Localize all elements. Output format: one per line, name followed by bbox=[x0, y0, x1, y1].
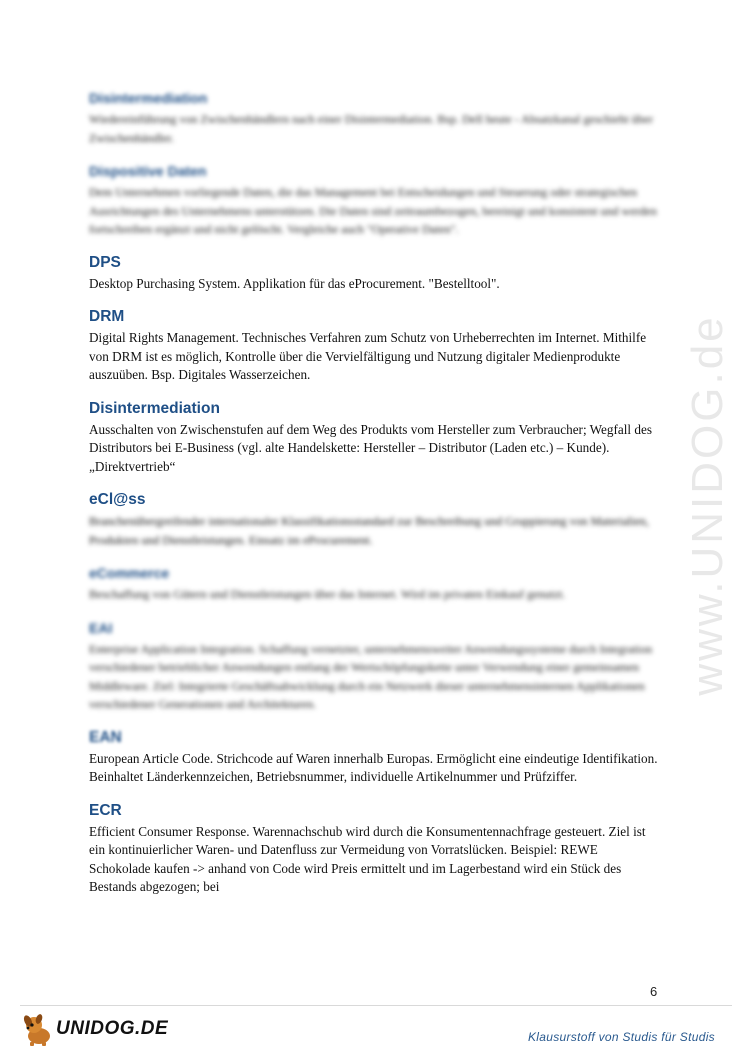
glossary-entry bbox=[89, 88, 659, 147]
entry-term: Disintermediation bbox=[89, 90, 208, 106]
entry-definition: Wiedereinführung von Zwischenhändlern nach einer Disintermediation. Bsp. Dell heute - Absatzkanal geschieht über Zwischenhändler. bbox=[89, 112, 653, 145]
page-number: 6 bbox=[650, 984, 658, 999]
entry-term: eCommerce bbox=[89, 565, 170, 581]
glossary-entry bbox=[89, 253, 659, 294]
glossary-entry bbox=[89, 801, 659, 897]
entry-definition: Digital Rights Management. Technisches Verfahren zum Schutz von Urheberrechten im Internet. Mithilfe von DRM ist es möglich, Kontrolle über die Vervielfältigung und Nutzung digitaler Medienprodukte auszuüben. Bsp. Digitales Wasserzeichen. bbox=[89, 330, 647, 382]
watermark bbox=[683, 280, 732, 730]
entry-definition: Dem Unternehmen vorliegende Daten, die das Management bei Entscheidungen und Steuerung oder strategischen Ausrichtungen des Unternehmens unterstützen. Die Daten sind zeitraumbezogen, bereinigt und konsistent und werden fortschreiben ergänzt und nicht gelöscht. Vergleiche auch "Operative Daten". bbox=[89, 185, 657, 236]
entry-definition: Efficient Consumer Response. Warennachschub wird durch die Konsumentennachfrage gesteuert. Ziel ist ein kontinuierlicher Waren- und Datenfluss zur Vermeidung von Vorratslücken. Beispiel: REWE Schokolade kaufen -> anhand von Code wird Preis ermittelt und im Lagerbestand wird ein Stück des Bestands abgezogen; bei bbox=[89, 823, 646, 894]
footer-divider bbox=[20, 1005, 732, 1006]
entry-term: EAI bbox=[89, 619, 113, 636]
watermark-text: www.UNIDOG.de bbox=[683, 314, 732, 696]
dog-icon bbox=[22, 1012, 58, 1048]
entry-term: EAN bbox=[89, 728, 122, 746]
glossary-entry bbox=[89, 307, 659, 385]
entry-definition: Enterprise Application Integration. Schaffung vernetzter, unternehmensweiter Anwendungssysteme durch Integration verschiedener betrieblicher Anwendungen entlang der Wertschöpfungskette unter Verwendung einer gemeinsamen Middleware. Ziel: Integrierte Geschäftsabwicklung durch ein Netzwerk dieser unternehmensinternen Applikationen verschiedener Generationen und Architekturen. bbox=[89, 641, 653, 711]
logo-text: UNIDOG.DE bbox=[56, 1018, 169, 1039]
entry-term: DRM bbox=[89, 308, 125, 325]
entry-term: DPS bbox=[89, 253, 121, 271]
entry-term: ECR bbox=[89, 801, 122, 819]
glossary-entry bbox=[89, 399, 659, 477]
entry-definition: Ausschalten von Zwischenstufen auf dem Weg des Produkts vom Hersteller zum Verbraucher; Wegfall des Distributors bei E-Business (vgl. alte Handelskette: Hersteller – Distributor (Laden etc.) – Kunde). „Direktvertrieb“ bbox=[89, 421, 652, 474]
unidog-logo bbox=[22, 1012, 182, 1048]
entry-definition: Desktop Purchasing System. Applikation für das eProcurement. "Bestelltool". bbox=[89, 275, 500, 291]
glossary-entry bbox=[89, 563, 659, 604]
entry-definition: Beschaffung von Gütern und Dienstleistungen über das Internet. Wird im privaten Einkauf genutzt. bbox=[89, 587, 566, 601]
entry-definition: Branchenübergreifender internationaler Klassifikationsstandard zur Beschreibung und Gruppierung von Materialien, Produkten und Dienstleistungen. Einsatz im eProcurement. bbox=[89, 514, 649, 547]
footer-tagline: Klausurstoff von Studis für Studis bbox=[528, 1030, 715, 1044]
glossary-entry bbox=[89, 728, 659, 787]
entry-term: Dispositive Daten bbox=[89, 163, 207, 179]
glossary-content bbox=[89, 88, 659, 911]
entry-definition: European Article Code. Strichcode auf Waren innerhalb Europas. Ermöglicht eine eindeutige Identifikation. Beinhaltet Länderkennzeichen, Betriebsnummer, individuelle Artikelnummer und Prüfziffer. bbox=[89, 750, 658, 784]
entry-term: eCl@ss bbox=[89, 491, 146, 508]
glossary-entry bbox=[89, 161, 659, 239]
entry-term: Disintermediation bbox=[89, 399, 220, 417]
glossary-entry bbox=[89, 490, 659, 549]
glossary-entry bbox=[89, 618, 659, 714]
